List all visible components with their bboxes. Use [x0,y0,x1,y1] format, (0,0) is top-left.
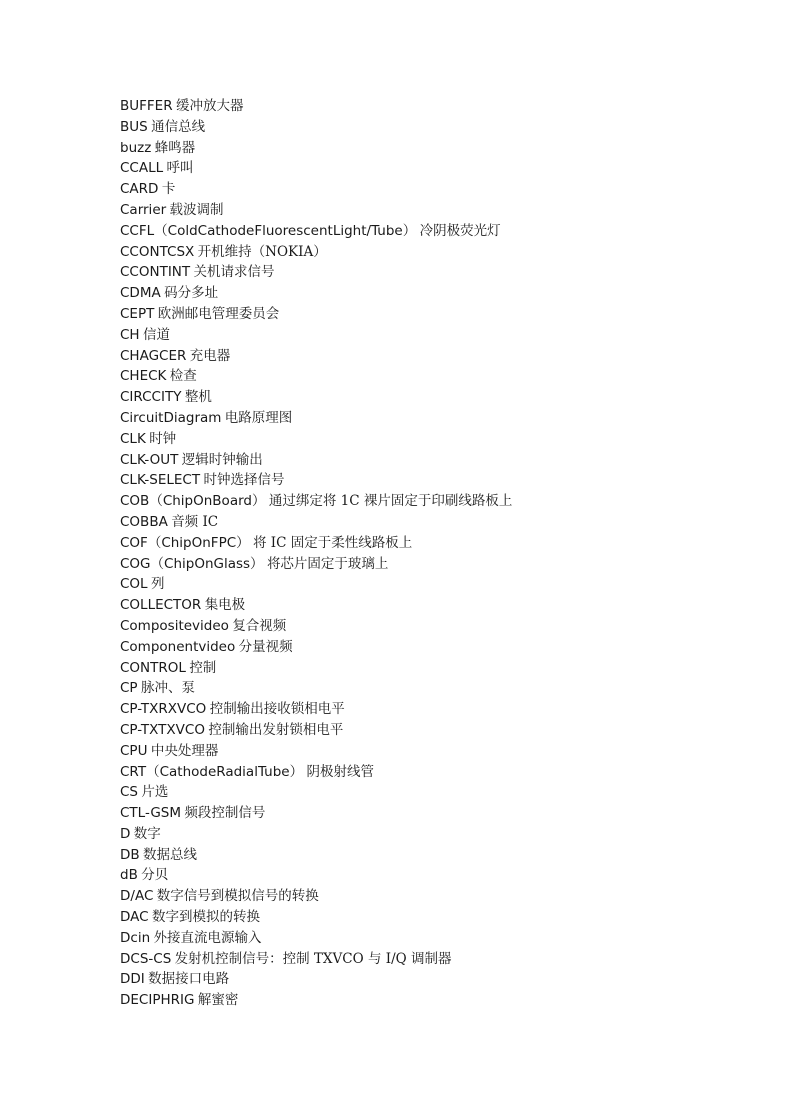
entry-term: CLK [120,430,146,447]
glossary-entry [120,242,760,263]
glossary-entry [120,366,760,387]
glossary-entry [120,117,760,138]
entry-term: BUFFER [120,98,173,114]
entry-definition: 开机维持（NOKIA） [197,243,327,260]
glossary-entry [120,221,760,242]
glossary-entry [120,928,760,949]
glossary-entry [120,699,760,720]
entry-term: DB [120,846,140,863]
entry-definition: 检查 [169,368,197,385]
entry-term: CP [120,680,138,697]
entry-term: CEPT [120,305,155,322]
entry-term: D/AC [120,888,154,905]
entry-term: BUS [120,118,148,135]
entry-definition: 时钟 [149,430,177,447]
entry-definition: 充电器 [189,347,231,364]
entry-definition: 时钟选择信号 [203,472,285,489]
entry-term: CircuitDiagram [120,409,222,426]
glossary-entry [120,262,760,283]
entry-definition: 中央处理器 [150,742,219,759]
glossary-entry [120,554,760,575]
glossary-entry [120,782,760,803]
entry-term: CLK-OUT [120,451,179,468]
glossary-entry [120,637,760,658]
entry-definition: 控制输出发射锁相电平 [208,721,344,738]
entry-term: CONTROL [120,659,186,676]
glossary-entry [120,720,760,741]
entry-definition: 阴极射线管 [306,763,374,780]
entry-definition: 片选 [141,784,169,801]
glossary-entry [120,491,760,512]
entry-definition: 分贝 [141,867,169,884]
entry-definition: 数据总线 [143,846,198,863]
glossary-entry [120,138,760,159]
entry-term: CTL-GSM [120,805,182,822]
entry-term: CDMA [120,285,161,302]
entry-term: CHECK [120,368,167,385]
glossary-entry [120,450,760,471]
entry-definition: 分量视频 [238,638,293,655]
entry-definition: 解蜜密 [197,992,239,1009]
entry-term: DDI [120,971,145,988]
entry-term: CS [120,784,138,801]
entry-term: buzz [120,139,152,156]
glossary-entry [120,346,760,367]
entry-definition: 信道 [142,326,170,343]
glossary-entry [120,325,760,346]
entry-definition: 数字 [133,825,161,842]
entry-term: Compositevideo [120,617,229,634]
glossary-entry [120,824,760,845]
entry-term: COG（ChipOnGlass） [120,555,264,572]
entry-definition: 将芯片固定于玻璃上 [266,555,389,572]
entry-definition: 通过绑定将 1C 裸片固定于印刷线路板上 [268,493,513,510]
entry-definition: 音频 IC [171,513,219,530]
entry-definition: 频段控制信号 [184,805,266,822]
entry-term: CP-TXTXVCO [120,721,205,738]
entry-definition: 数字信号到模拟信号的转换 [156,888,319,905]
glossary-entry [120,762,760,783]
glossary-entry [120,158,760,179]
entry-definition: 冷阴极荧光灯 [419,222,501,239]
entry-definition: 电路原理图 [224,409,293,426]
entry-term: Componentvideo [120,638,236,655]
glossary-entry [120,658,760,679]
entry-term: CLK-SELECT [120,472,201,489]
glossary-entry [120,408,760,429]
entry-definition: 集电极 [204,597,246,614]
glossary-entry [120,907,760,928]
glossary-entry [120,990,760,1011]
glossary-entry [120,96,760,117]
glossary-entry [120,803,760,824]
entry-definition: 数字到模拟的转换 [151,909,260,926]
entry-term: COL [120,576,148,593]
entry-term: CCALL [120,160,164,177]
glossary-entry [120,179,760,200]
glossary-entry [120,429,760,450]
entry-definition: 欧洲邮电管理委员会 [157,305,280,322]
glossary-entry [120,283,760,304]
entry-term: DCS-CS [120,950,172,967]
glossary-entry [120,387,760,408]
entry-term: CP-TXRXVCO [120,701,207,718]
entry-term: D [120,825,131,842]
entry-term: CRT（CathodeRadialTube） [120,763,304,780]
entry-definition: 逻辑时钟输出 [181,451,263,468]
glossary-entry [120,200,760,221]
glossary-entry [120,865,760,886]
entry-definition: 列 [150,576,165,593]
entry-term: COBBA [120,513,168,530]
entry-term: CCONTINT [120,264,191,281]
entry-term: CARD [120,181,159,198]
entry-term: COB（ChipOnBoard） [120,493,266,510]
entry-definition: 通信总线 [151,118,206,135]
entry-term: CH [120,326,140,343]
entry-term: COF（ChipOnFPC） [120,534,250,551]
entry-definition: 码分多址 [164,285,219,302]
entry-term: CCFL（ColdCathodeFluorescentLight/Tube） [120,222,417,239]
entry-definition: 复合视频 [232,617,287,634]
entry-term: Carrier [120,201,167,218]
glossary-entry [120,512,760,533]
entry-definition: 蜂鸣器 [154,139,196,156]
entry-term: DAC [120,909,149,926]
entry-definition: 缓冲放大器 [175,98,244,114]
glossary-entry [120,741,760,762]
entry-definition: 外接直流电源输入 [153,929,262,946]
glossary-entry [120,574,760,595]
entry-term: Dcin [120,929,151,946]
entry-definition: 整机 [184,389,212,406]
glossary-entry [120,304,760,325]
entry-definition: 脉冲、泵 [140,680,195,697]
entry-term: dB [120,867,138,884]
entry-definition: 发射机控制信号：控制 TXVCO 与 I/Q 调制器 [174,950,452,967]
glossary-entry [120,845,760,866]
glossary-entry [120,949,760,970]
entry-term: DECIPHRIG [120,992,195,1009]
entry-term: CHAGCER [120,347,187,364]
entry-term: CCONTCSX [120,243,195,260]
entry-term: COLLECTOR [120,597,202,614]
entry-definition: 卡 [161,181,176,198]
entry-definition: 载波调制 [169,201,224,218]
glossary-entry [120,595,760,616]
entry-definition: 将 IC 固定于柔性线路板上 [253,534,413,551]
glossary-entry [120,533,760,554]
glossary-entry [120,678,760,699]
entry-definition: 控制 [189,659,217,676]
entry-term: CPU [120,742,148,759]
glossary-entry [120,969,760,990]
glossary-entry [120,470,760,491]
entry-term: CIRCCITY [120,389,182,406]
entry-definition: 关机请求信号 [193,264,275,281]
glossary-entry [120,886,760,907]
glossary-entry [120,616,760,637]
entry-definition: 控制输出接收锁相电平 [209,701,345,718]
entry-definition: 呼叫 [166,160,194,177]
glossary-list [120,96,760,1011]
entry-definition: 数据接口电路 [148,971,230,988]
